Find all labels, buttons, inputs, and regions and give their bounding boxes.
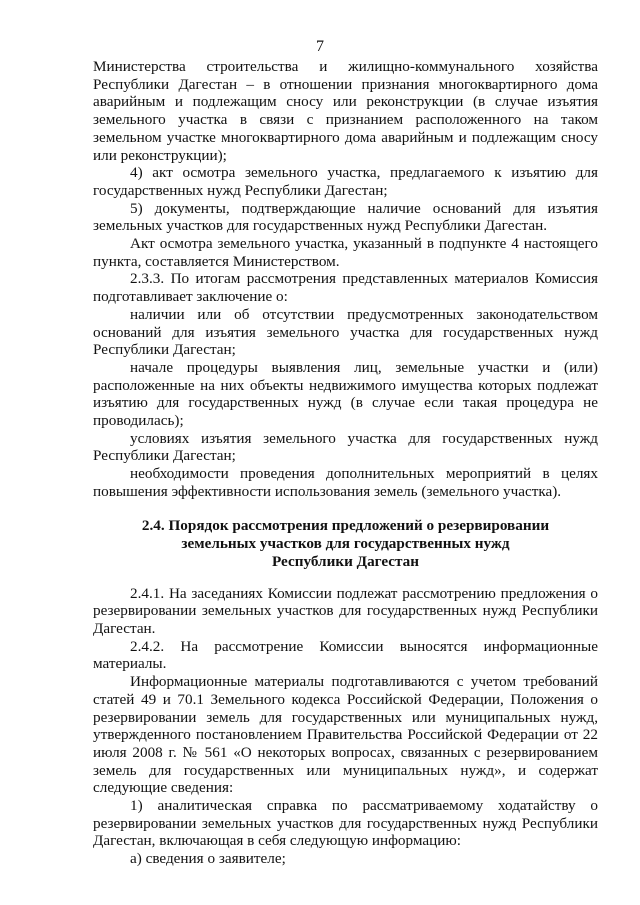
paragraph: начале процедуры выявления лиц, земельные участки и (или) расположенные на них объекты недвижимого имущества которых подлежат изъятию для государственных нужд (в случае если такая процедура не проводилась); xyxy=(93,358,598,430)
paragraph: 2.4.2. На рассмотрение Комиссии выносятся информационные материалы. xyxy=(93,637,598,673)
section-heading xyxy=(93,517,598,571)
paragraph: условиях изъятия земельного участка для государственных нужд Республики Дагестан; xyxy=(93,429,598,465)
paragraph: 2.4.1. На заседаниях Комиссии подлежат рассмотрению предложения о резервировании земельных участков для государственных нужд Республики Дагестан. xyxy=(93,584,598,637)
paragraph: Информационные материалы подготавливаются с учетом требований статей 49 и 70.1 Земельного кодекса Российской Федерации, Положения о резервировании земель для государственных или муниципальных нужд, утвержденного постановлением Правительства Российской Федерации от 22 июля 2008 г. № 561 «О некоторых вопросах, связанных с резервированием земель для государственных или муниципальных нужд», и содержат следующие сведения: xyxy=(93,673,598,797)
paragraph: наличии или об отсутствии предусмотренных законодательством оснований для изъятия земельного участка для государственных нужд Республики Дагестан; xyxy=(93,305,598,359)
paragraph: а) сведения о заявителе; xyxy=(130,850,286,868)
paragraph: необходимости проведения дополнительных мероприятий в целях повышения эффективности использования земель (земельного участка). xyxy=(93,465,598,500)
paragraph: 2.3.3. По итогам рассмотрения представленных материалов Комиссия подготавливает заключение о: xyxy=(93,270,598,306)
document-body xyxy=(93,58,598,868)
paragraph: Министерства строительства и жилищно-коммунального хозяйства Республики Дагестан – в отношении признания многоквартирного дома аварийным и подлежащим сносу или реконструкции (в случае изъятия земельного участка в связи с признанием расположенного на таком земельном участке многоквартирного дома аварийным и подлежащим сносу или реконструкции); xyxy=(93,58,598,164)
paragraph: Акт осмотра земельного участка, указанный в подпункте 4 настоящего пункта, составляется Министерством. xyxy=(93,235,598,270)
paragraph: 5) документы, подтверждающие наличие оснований для изъятия земельных участков для государственных нужд Республики Дагестан. xyxy=(93,199,598,235)
section-heading-line: Республики Дагестан xyxy=(271,552,420,570)
section-heading-line: земельных участков для государственных нужд xyxy=(181,534,510,552)
page-number: 7 xyxy=(316,38,324,55)
section-heading-line: 2.4. Порядок рассмотрения предложений о резервировании xyxy=(141,516,550,534)
paragraph: 4) акт осмотра земельного участка, предлагаемого к изъятию для государственных нужд Республики Дагестан; xyxy=(93,164,598,199)
paragraph: 1) аналитическая справка по рассматриваемому ходатайству о резервировании земельных участков для государственных нужд Республики Дагестан, включающая в себя следующую информацию: xyxy=(93,797,598,850)
